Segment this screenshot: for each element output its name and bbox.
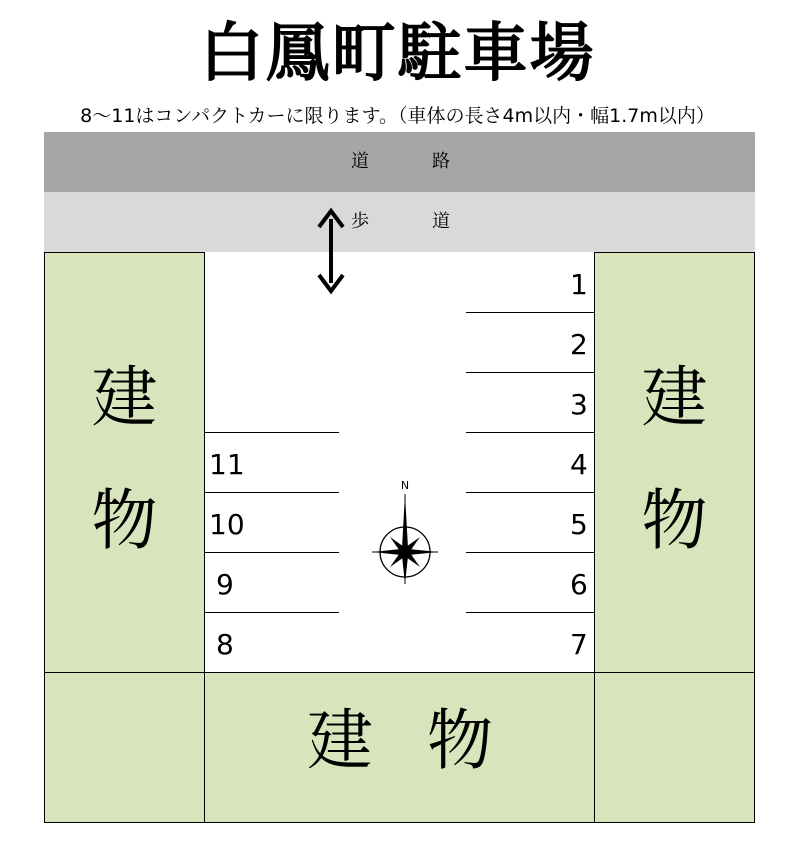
- space-number-5: 5: [570, 508, 588, 541]
- space-number-4: 4: [570, 448, 588, 481]
- building-bottom-left: [44, 672, 205, 823]
- space-divider: [466, 492, 594, 493]
- space-divider: [466, 612, 594, 613]
- space-number-7: 7: [570, 628, 588, 661]
- space-divider: [205, 492, 339, 493]
- space-number-3: 3: [570, 388, 588, 421]
- space-divider: [205, 432, 339, 433]
- building-bottom-label-1: 建: [307, 702, 373, 779]
- space-divider: [466, 372, 594, 373]
- compact-car-note: 8～11はコンパクトカーに限ります。（車体の長さ4m以内・幅1.7m以内）: [80, 105, 715, 127]
- space-number-11: 11: [209, 448, 245, 481]
- building-right-label-2: 物: [641, 482, 708, 559]
- road: [44, 132, 755, 192]
- space-number-1: 1: [570, 268, 588, 301]
- sidewalk-label-1: 歩: [351, 211, 369, 232]
- building-bottom-label-2: 物: [427, 702, 493, 779]
- road-label-1: 道: [351, 151, 369, 172]
- compass-north-label: N: [400, 479, 410, 492]
- building-bottom-right: [594, 672, 755, 823]
- space-divider: [466, 432, 594, 433]
- sidewalk-label-2: 道: [432, 211, 450, 232]
- space-number-10: 10: [209, 508, 245, 541]
- page-title: 白鳳町駐車場: [199, 17, 596, 91]
- double-vertical-arrow-icon: [310, 205, 352, 297]
- space-divider: [205, 552, 339, 553]
- space-number-8: 8: [216, 628, 234, 661]
- space-divider: [466, 312, 594, 313]
- sidewalk: [44, 192, 755, 252]
- road-label-2: 路: [432, 151, 450, 172]
- building-right-label-1: 建: [641, 359, 708, 436]
- building-right: [594, 252, 755, 673]
- space-number-2: 2: [570, 328, 588, 361]
- space-divider: [205, 612, 339, 613]
- space-number-6: 6: [570, 568, 588, 601]
- building-bottom: [204, 672, 595, 823]
- building-left-label-1: 建: [91, 359, 158, 436]
- building-left: [44, 252, 205, 673]
- space-divider: [466, 552, 594, 553]
- building-left-label-2: 物: [91, 482, 158, 559]
- compass-rose-icon: [368, 476, 442, 590]
- space-number-9: 9: [216, 568, 234, 601]
